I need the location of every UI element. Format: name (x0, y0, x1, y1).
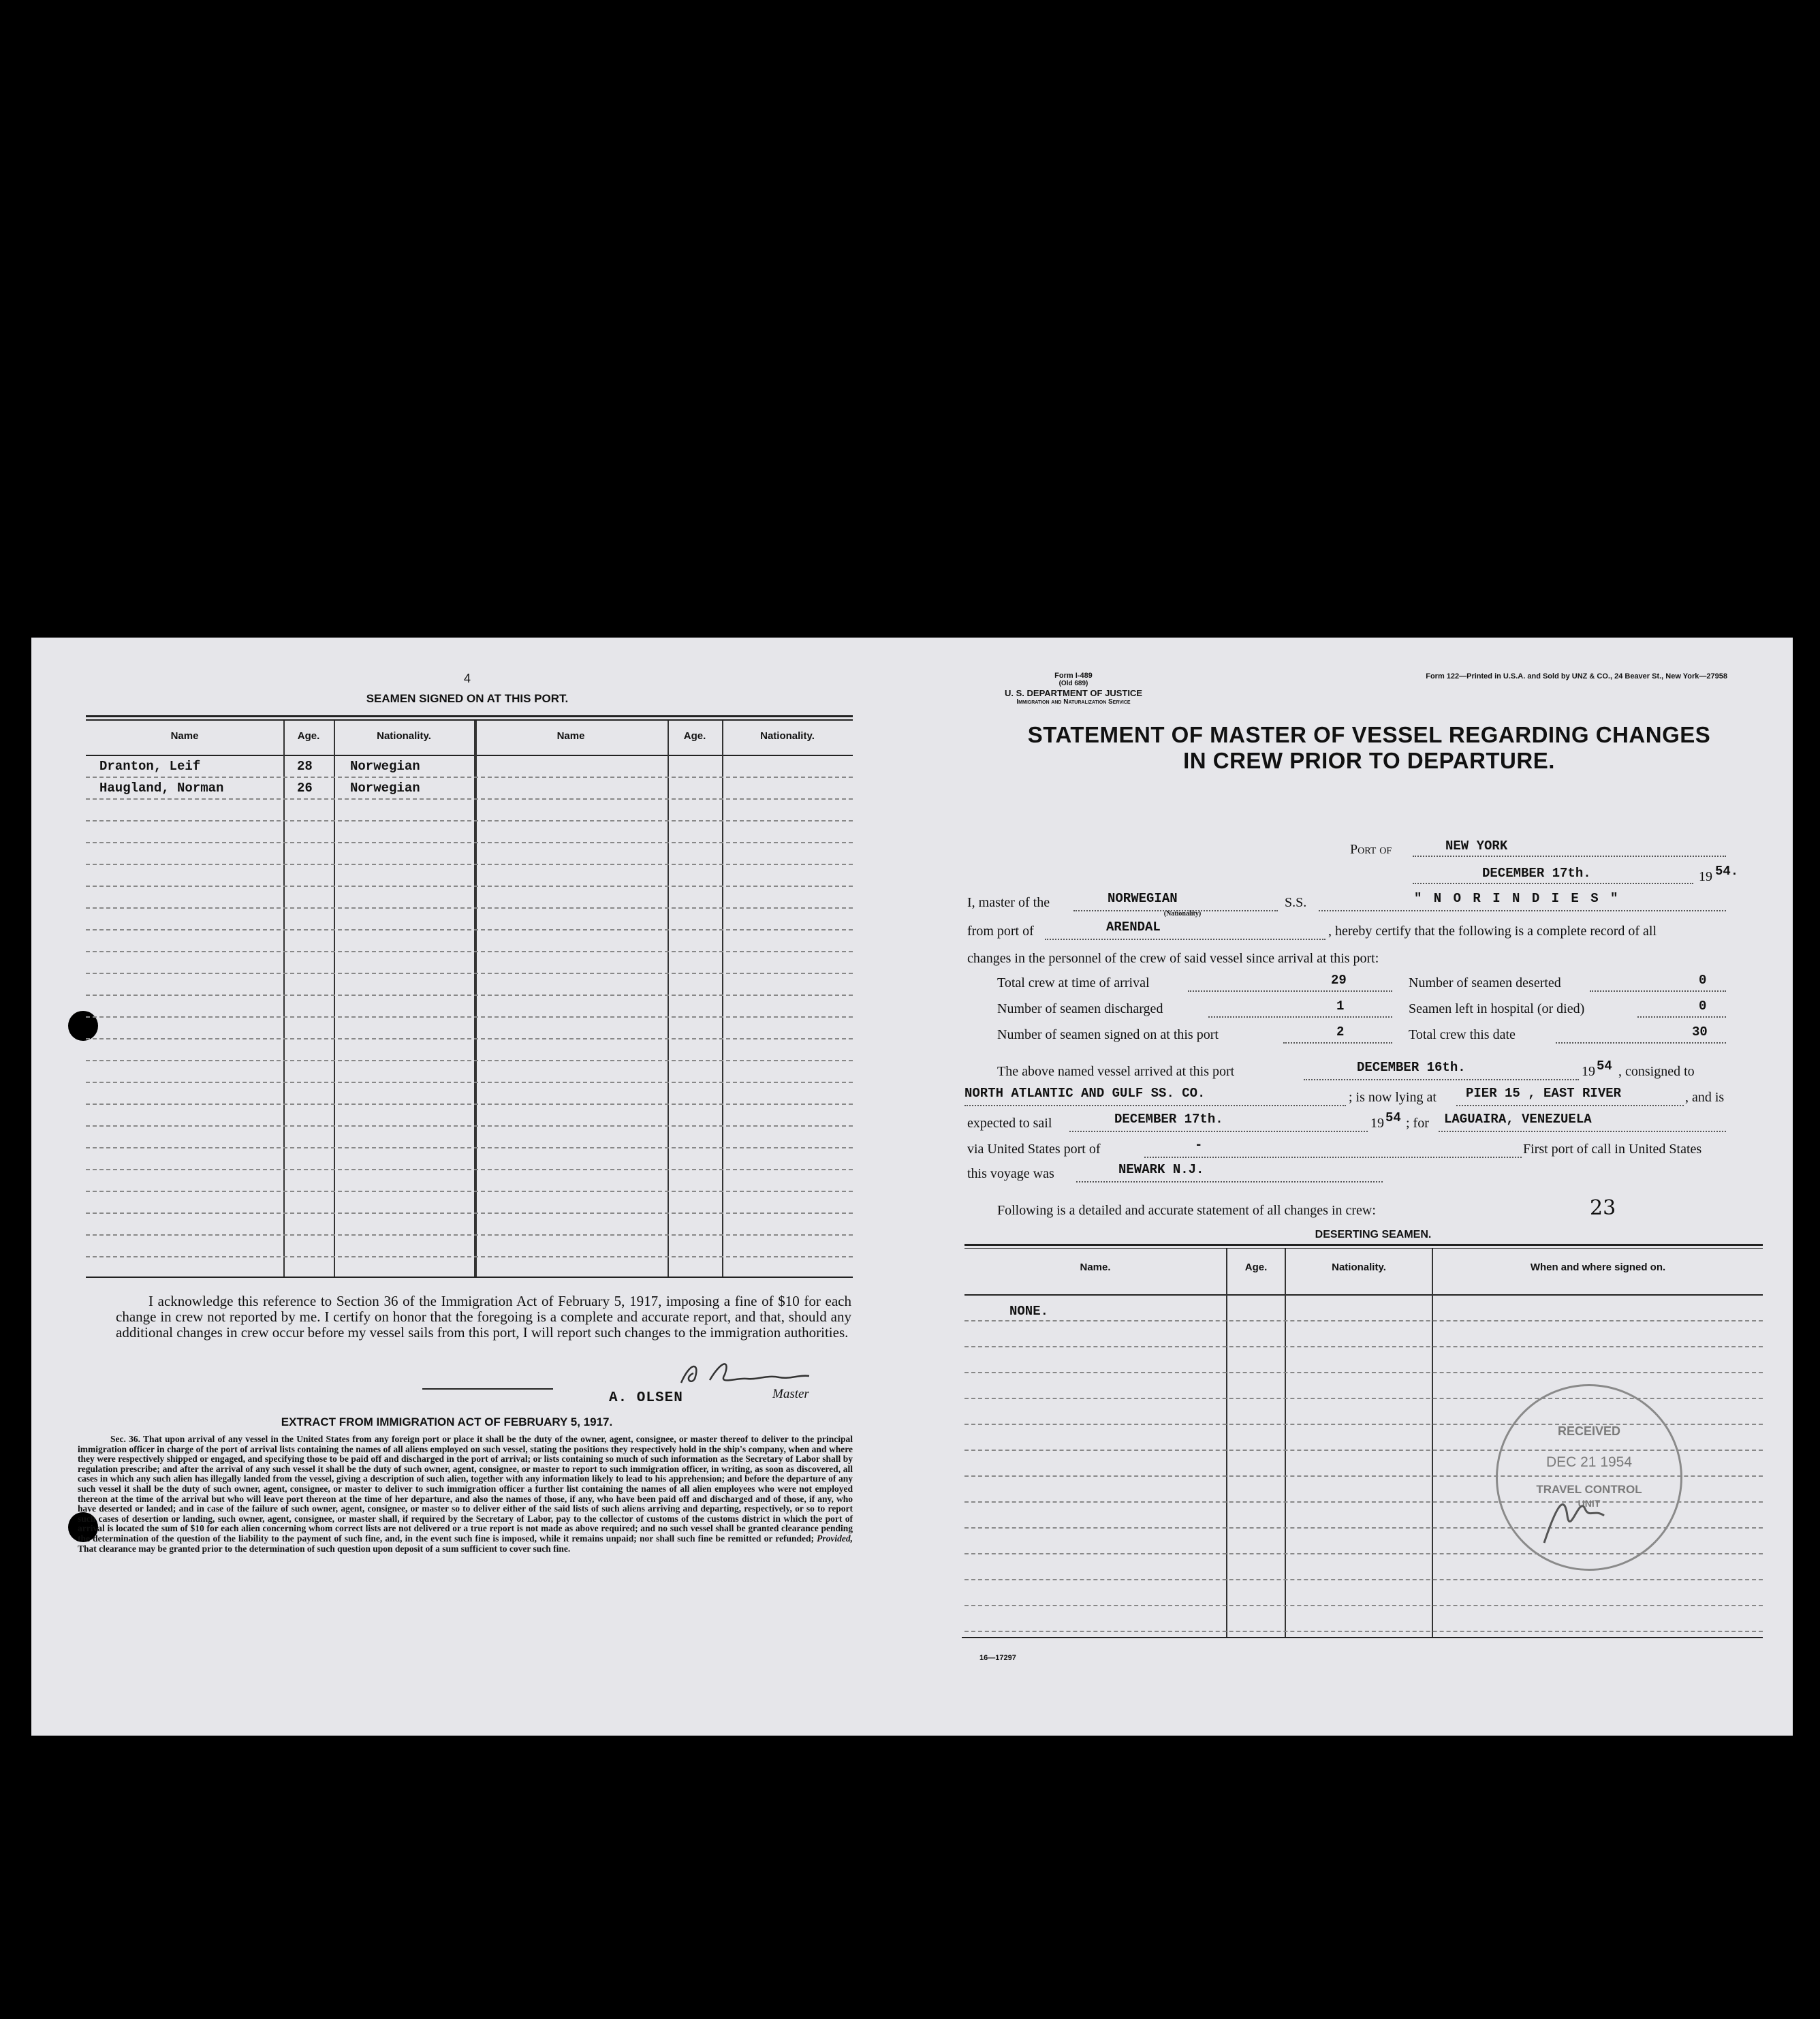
sail-label: expected to sail (967, 1116, 1052, 1131)
lying-at: PIER 15 , EAST RIVER (1466, 1086, 1622, 1101)
via-port: - (1195, 1138, 1203, 1153)
signature-line (422, 1388, 553, 1390)
extract-body: That upon arrival of any vessel in the United States from any foreign port or place it shall be the duty of the owner, agent, consignee, or master thereof to deliver to the principal immigration officer in charge of the port of arrival lists containing the names of all aliens employed on such vessel, stating the positions they respectively hold in the ship's company, when and where they were respectively shipped or engaged, and specifying those to be paid off and discharged in the port of arrival; or lists containing so much of such information as the Secretary of Labor shall by regulation prescribe; and after the arrival of any such vessel it shall be the duty of such owner, agent, consignee, or master to report to such immigration officer, in writing, as soon as discovered, all cases in which any such alien has illegally landed from the vessel, giving a description of such alien, together with any information likely to lead to his apprehension; and before the departure of any such vessel it shall be the duty of such owner, agent, consignee, or master to deliver to such immigration officer a further list containing the names of all alien employees who were not employed thereon at the time of the arrival but who will leave port thereon at the time of her departure, and also the names of those, if any, who have been paid off and discharged and of those, if any, who have deserted or landed; and in case of the failure of such owner, agent, consignee, or master so to deliver either of the said lists of such aliens arriving and departing, respectively, or so to report such cases of desertion or landing, such owner, agent, consignee, or master shall, if required by the Secretary of Labor, pay to the collector of customs of the customs district in which the port of arrival is located the sum of $10 for each alien concerning whom correct lists are not delivered or a true report is not made as above required; and no such vessel shall be granted clearance pending the determination of the question of the liability to the payment of such fine, and, in the event such fine is imposed, while it remains unpaid; nor shall such fine be remitted or refunded; (78, 1434, 853, 1544)
statement-date: DECEMBER 17th. (1482, 866, 1591, 881)
for-label: ; for (1406, 1116, 1429, 1131)
statement-year-prefix: 19 (1699, 869, 1712, 884)
document-scan (31, 638, 1793, 1736)
form-title-line-2: IN CREW PRIOR TO DEPARTURE. (1183, 748, 1555, 773)
left-header-name-2: Name (556, 730, 585, 742)
provided-label: Provided, (817, 1533, 853, 1544)
consignee: NORTH ATLANTIC AND GULF SS. CO. (964, 1086, 1206, 1101)
ss-label: S.S. (1285, 895, 1307, 910)
left-section-title: SEAMEN SIGNED ON AT THIS PORT. (366, 692, 569, 705)
stat-row (997, 1024, 1726, 1048)
master-label: Master (772, 1387, 809, 1401)
from-port-value: ARENDAL (1106, 920, 1161, 935)
via-label: via United States port of (967, 1142, 1101, 1157)
stat-label: Number of seamen signed on at this port (997, 1027, 1219, 1042)
table-row (99, 759, 849, 775)
stamp-unit: UNIT (1578, 1498, 1601, 1509)
vessel-nationality: NORWEGIAN (1108, 891, 1178, 906)
stat-label: Total crew at time of arrival (997, 975, 1150, 990)
first-port-value: NEWARK N.J. (1118, 1162, 1204, 1177)
master-of-label: I, master of the (967, 895, 1050, 910)
desert-header-signed-on: When and where signed on. (1530, 1262, 1666, 1273)
sail-year-prefix: 19 (1370, 1116, 1384, 1131)
arrived-year: 54 (1597, 1059, 1612, 1074)
master-signature (677, 1357, 813, 1390)
extract-text-block (78, 1435, 853, 1554)
following-label: Following is a detailed and accurate statement of all changes in crew: (997, 1203, 1376, 1218)
stat-label-2: Total crew this date (1409, 1027, 1516, 1042)
sec-label: Sec. 36. (110, 1434, 140, 1444)
printer-line: Form 122—Printed in U.S.A. and Sold by UNZ & CO., 24 Beaver St., New York—27958 (1426, 672, 1727, 680)
acknowledgment-text: I acknowledge this reference to Section 36 of the Immigration Act of February 5, 1917, imposing a fine of $10 for each change in crew not reported by me. I certify on honor that the foregoing is a complete and accurate report, and that, should any additional changes in crew occur before my vessel sails from this port, I will report such changes to the immigration authorities. (116, 1293, 851, 1341)
form-number: Form I-489 (1054, 672, 1093, 680)
first-port-label: First port of call in United States (1523, 1142, 1702, 1157)
statement-year: 54. (1715, 864, 1739, 879)
left-header-nationality-2: Nationality. (760, 730, 815, 742)
destination: LAGUAIRA, VENEZUELA (1444, 1112, 1592, 1127)
and-is-label: , and is (1685, 1090, 1725, 1105)
service-name: Immigration and Naturalization Service (1016, 698, 1131, 706)
seaman-nationality: Norwegian (350, 759, 420, 774)
left-header-age-1: Age. (297, 730, 320, 742)
received-stamp (1496, 1384, 1682, 1571)
left-header-nationality-1: Nationality. (377, 730, 431, 742)
form-old-number: (Old 689) (1058, 680, 1088, 687)
stat-value: 29 (1331, 973, 1347, 988)
department-name: U. S. DEPARTMENT OF JUSTICE (1005, 688, 1142, 698)
stat-row (997, 1001, 1726, 1022)
handwritten-number: 23 (1590, 1196, 1616, 1220)
arrived-year-prefix: 19 (1582, 1064, 1595, 1079)
stat-value: 2 (1336, 1024, 1345, 1039)
footer-code: 16—17297 (979, 1654, 1016, 1662)
stat-value: 1 (1336, 999, 1345, 1014)
stat-label: Number of seamen discharged (997, 1001, 1163, 1016)
extract-title: EXTRACT FROM IMMIGRATION ACT OF FEBRUARY 5, 1917. (281, 1415, 613, 1428)
arrived-date: DECEMBER 16th. (1357, 1060, 1466, 1075)
lying-label: ; is now lying at (1349, 1090, 1437, 1105)
nationality-caption: (Nationality) (1163, 910, 1202, 918)
stat-label-2: Number of seamen deserted (1409, 975, 1561, 990)
left-header-age-2: Age. (683, 730, 706, 742)
arrived-label: The above named vessel arrived at this port (997, 1064, 1235, 1079)
none-entry: NONE. (1009, 1304, 1049, 1319)
seaman-nationality: Norwegian (350, 781, 420, 796)
extract-tail: That clearance may be granted prior to the determination of such question upon deposit of a sum sufficient to cover such fine. (78, 1543, 571, 1554)
changes-text: changes in the personnel of the crew of said vessel since arrival at this port: (967, 951, 1379, 966)
stat-label-2: Seamen left in hospital (or died) (1409, 1001, 1585, 1016)
stat-value-2: 30 (1692, 1024, 1708, 1039)
page-number: 4 (463, 672, 471, 685)
vessel-name: " N O R I N D I E S " (1414, 891, 1620, 906)
punch-hole-upper (68, 1011, 98, 1041)
certify-text: , hereby certify that the following is a complete record of all (1328, 924, 1657, 939)
desert-header-name: Name. (1080, 1262, 1111, 1273)
stamp-received: RECEIVED (1557, 1424, 1621, 1438)
voyage-label: this voyage was (967, 1166, 1054, 1181)
stamp-date: DEC 21 1954 (1546, 1454, 1633, 1470)
from-port-label: from port of (967, 924, 1034, 939)
sail-year: 54 (1385, 1110, 1401, 1125)
stat-row (997, 975, 1726, 996)
seaman-age: 28 (297, 759, 313, 774)
seaman-name: Dranton, Leif (99, 759, 201, 774)
stamp-travel-control: TRAVEL CONTROL (1536, 1483, 1642, 1496)
table-row (99, 781, 849, 797)
sail-date: DECEMBER 17th. (1114, 1112, 1223, 1127)
seaman-name: Haugland, Norman (99, 781, 224, 796)
stat-value-2: 0 (1699, 973, 1707, 988)
seaman-age: 26 (297, 781, 313, 796)
form-title-line-1: STATEMENT OF MASTER OF VESSEL REGARDING CHANGES (1027, 722, 1711, 747)
stat-value-2: 0 (1699, 999, 1707, 1014)
desert-header-nationality: Nationality. (1332, 1262, 1386, 1273)
master-name: A. OLSEN (609, 1390, 683, 1406)
consigned-label: , consigned to (1618, 1064, 1695, 1079)
left-header-name-1: Name (170, 730, 199, 742)
stamp-initials (1537, 1488, 1619, 1550)
desert-header-age: Age. (1244, 1262, 1268, 1273)
port-label: Port of (1350, 842, 1392, 857)
deserting-title: DESERTING SEAMEN. (1315, 1229, 1432, 1240)
port-value: NEW YORK (1445, 839, 1508, 854)
